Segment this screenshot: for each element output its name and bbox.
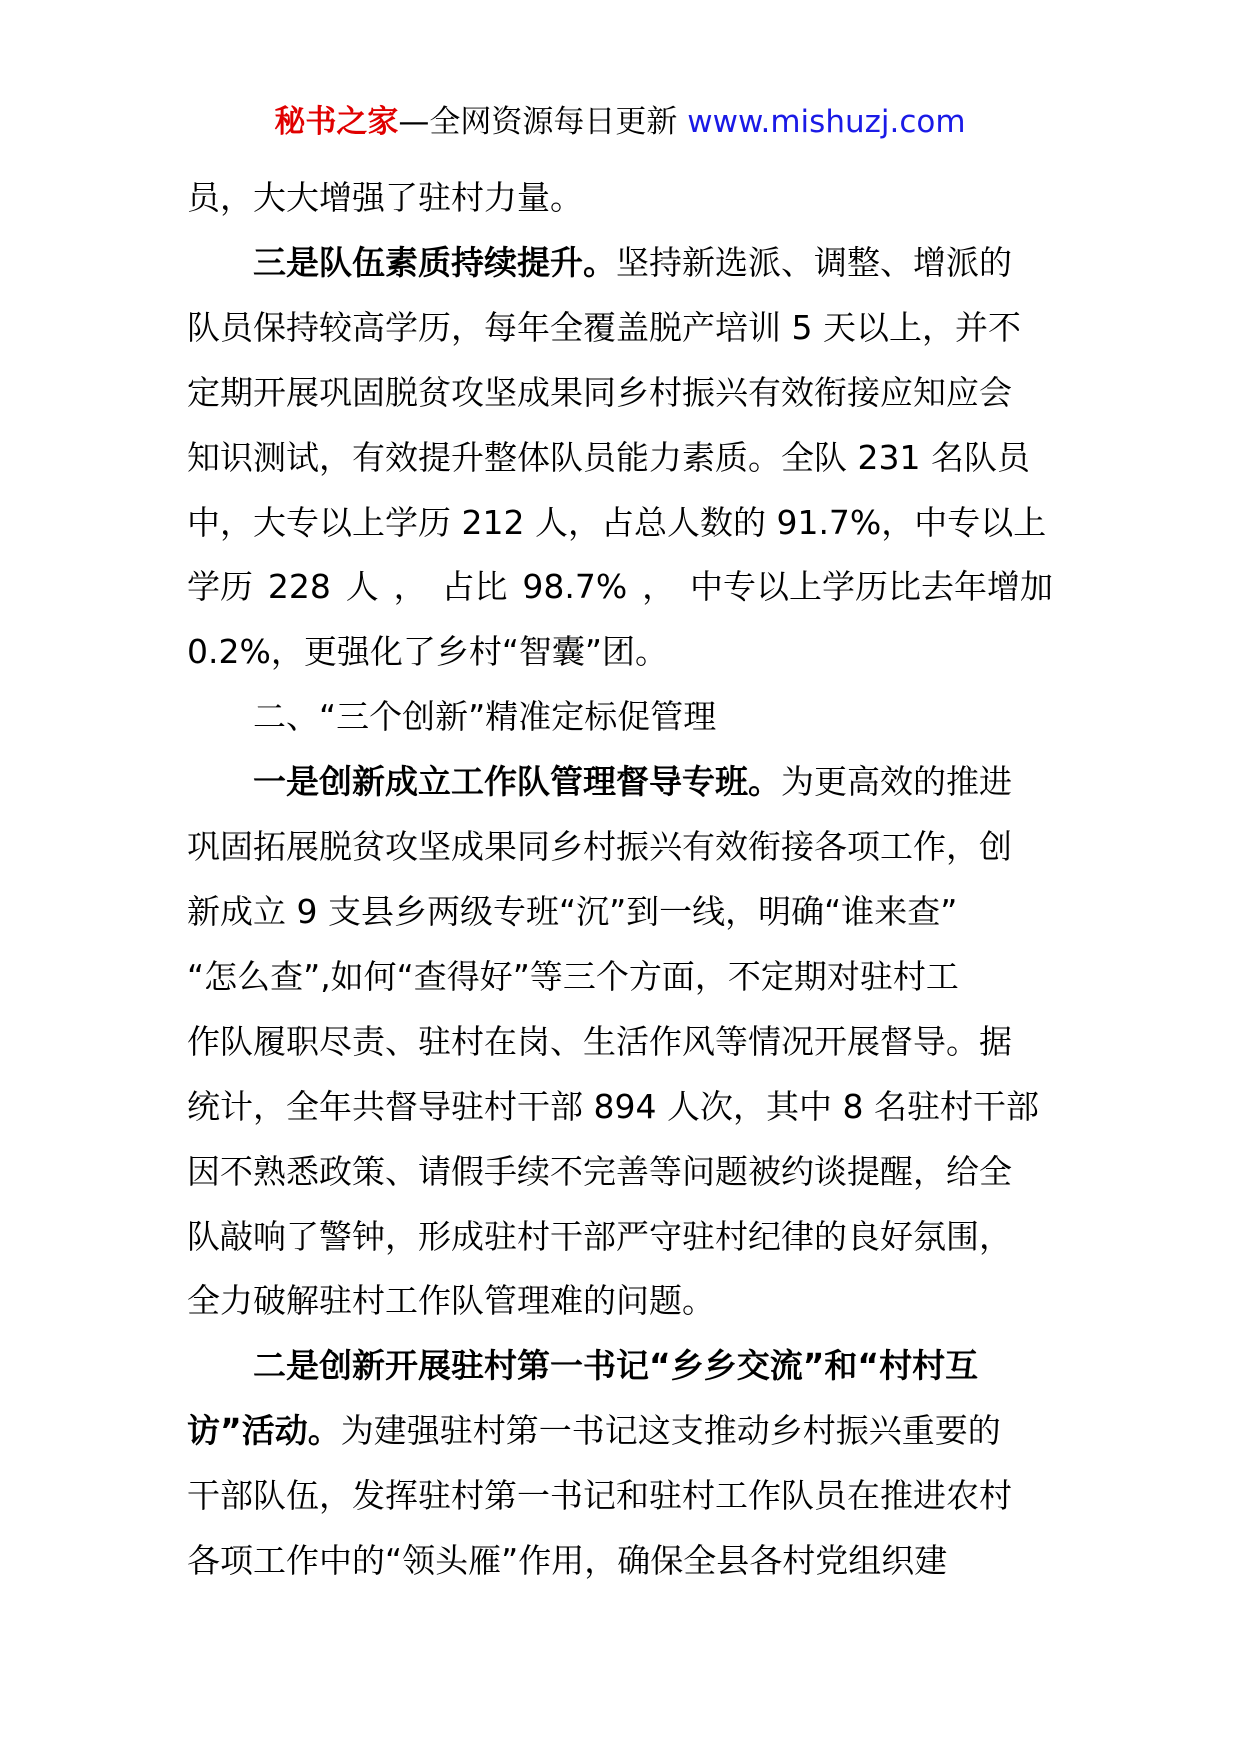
text-line: 全力破解驻村工作队管理难的问题。: [187, 1281, 715, 1321]
text-line: 干部队伍，发挥驻村第一书记和驻村工作队员在推进农村: [187, 1476, 1012, 1516]
text-line: 因不熟悉政策、请假手续不完善等问题被约谈提醒，给全: [187, 1151, 1012, 1191]
paragraph-supervision-team: [187, 750, 1053, 1334]
header-tagline: —全网资源每日更新: [398, 104, 678, 140]
text-line: 中，大专以上学历 212 人，占总人数的 91.7%，中专以上: [187, 502, 1047, 542]
section-heading: [187, 685, 1053, 750]
text-line: 队员保持较高学历，每年全覆盖脱产培训 5 天以上，并不: [187, 307, 1021, 347]
text-line: 巩固拓展脱贫攻坚成果同乡村振兴有效衔接各项工作，创: [187, 827, 1012, 867]
paragraph-heading: 二是创新开展驻村第一书记“乡乡交流”和“村村互: [253, 1346, 979, 1386]
text-fragment: 为更高效的推进: [781, 762, 1012, 802]
paragraph-continuation: [187, 166, 1053, 231]
text-line: 各项工作中的“领头雁”作用，确保全县各村党组织建: [187, 1541, 948, 1581]
text-line: 队敲响了警钟，形成驻村干部严守驻村纪律的良好氛围，: [187, 1216, 1012, 1256]
text-fragment: ，: [393, 567, 427, 607]
text-line: [187, 1399, 1053, 1464]
text-fragment: 中专以上学历比去年增加: [689, 567, 1053, 607]
paragraph-heading: 三是队伍素质持续提升。: [253, 242, 616, 282]
paragraph-heading: 访”活动。: [187, 1411, 341, 1451]
text-line: [187, 750, 1053, 815]
brand-name: 秘书之家: [274, 104, 399, 140]
text-line: 定期开展巩固脱贫攻坚成果同乡村振兴有效衔接应知应会: [187, 372, 1012, 412]
text-line: [187, 555, 1053, 620]
text-fragment: 人: [345, 567, 379, 607]
text-line: 作队履职尽责、驻村在岗、生活作风等情况开展督导。据: [187, 1021, 1012, 1061]
text-line: “怎么查”,如何“查得好”等三个方面，不定期对驻村工: [187, 956, 959, 996]
text-fragment: ，: [642, 567, 676, 607]
text-fragment: 98.7%: [522, 567, 628, 607]
text-line: 统计，全年共督导驻村干部 894 人次，其中 8 名驻村干部: [187, 1086, 1039, 1126]
document-body: [187, 166, 1053, 1594]
text-fragment: 占比: [441, 567, 508, 607]
paragraph-heading: 一是创新成立工作队管理督导专班。: [253, 762, 781, 802]
text-line: [187, 231, 1053, 296]
paragraph-team-quality: [187, 231, 1053, 685]
site-header: [0, 100, 1240, 144]
text-line: 知识测试，有效提升整体队员能力素质。全队 231 名队员: [187, 437, 1030, 477]
paragraph-exchange-activity: [187, 1334, 1053, 1594]
section-title: 二、“三个创新”精准定标促管理: [253, 697, 717, 737]
text-fragment: 228: [267, 567, 331, 607]
text-line: 员，大大增强了驻村力量。: [187, 178, 583, 217]
site-url-link[interactable]: www.mishuzj.com: [687, 104, 966, 140]
text-line: 新成立 9 支县乡两级专班“沉”到一线，明确“谁来查”: [187, 891, 958, 931]
text-line: 0.2%，更强化了乡村“智囊”团。: [187, 632, 669, 672]
text-fragment: 坚持新选派、调整、增派的: [616, 242, 1012, 282]
text-fragment: 为建强驻村第一书记这支推动乡村振兴重要的: [340, 1411, 1001, 1451]
text-fragment: 学历: [187, 567, 253, 607]
